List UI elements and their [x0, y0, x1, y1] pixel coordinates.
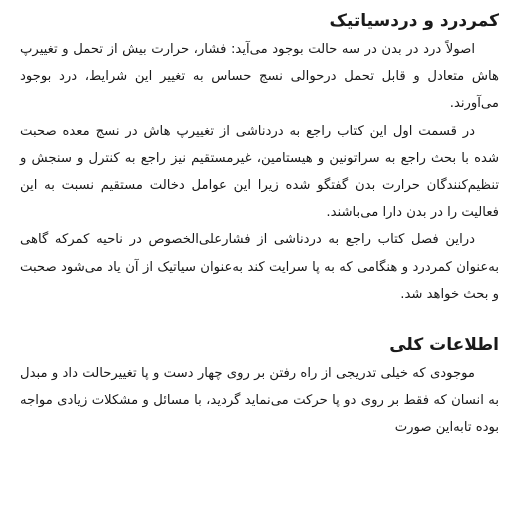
paragraph-pain-causes: اصولاً درد در بدن در سه حالت بوجود می‌آید: فشار، حرارت بیش از تحمل و تغییرپ هاش متعادل و قابل تحمل درحوالی نسج حساس به تغییر این شرایط، درد بوجود می‌آورند.	[20, 42, 499, 112]
paragraph-first-part-reference: در قسمت اول این کتاب راجع به دردناشی از تغییرپ هاش در نسج معده صحبت شده با بحث راجع به سراتونین و هیستامین، غیرمستقیم نیز راجع به کنترل و سنجش و تنظیم‌کنندگان حرارت بدن گفتگو شده زیرا این عوامل دخالت مستقیم نسبت به این فعالیت را در بدن دارا می‌باشند.	[20, 123, 499, 221]
paragraph-chapter-scope: دراین فصل کتاب راجع به دردناشی از فشارعلی‌الخصوص در ناحیه کمرکه گاهی به‌عنوان کمردرد و هنگامی که به پا سرایت کند به‌عنوان سیاتیک از آن یاد می‌شود صحبت و بحث خواهد شد.	[20, 232, 499, 302]
paragraph-evolution-bipedal: موجودی که خیلی تدریجی از راه رفتن بر روی چهار دست و پا تغییرحالت داد و مبدل به انسان که فقط بر روی دو پا حرکت می‌نماید گردید، با مسائل و مشکلات زیادی مواجه بوده تابه‌این صورت	[20, 366, 499, 436]
section-title-general-info: اطلاعات کلی	[389, 335, 499, 356]
section-title-back-pain-sciatica: کمردرد و دردسیاتیک	[329, 11, 499, 31]
section-spacer	[20, 308, 499, 330]
